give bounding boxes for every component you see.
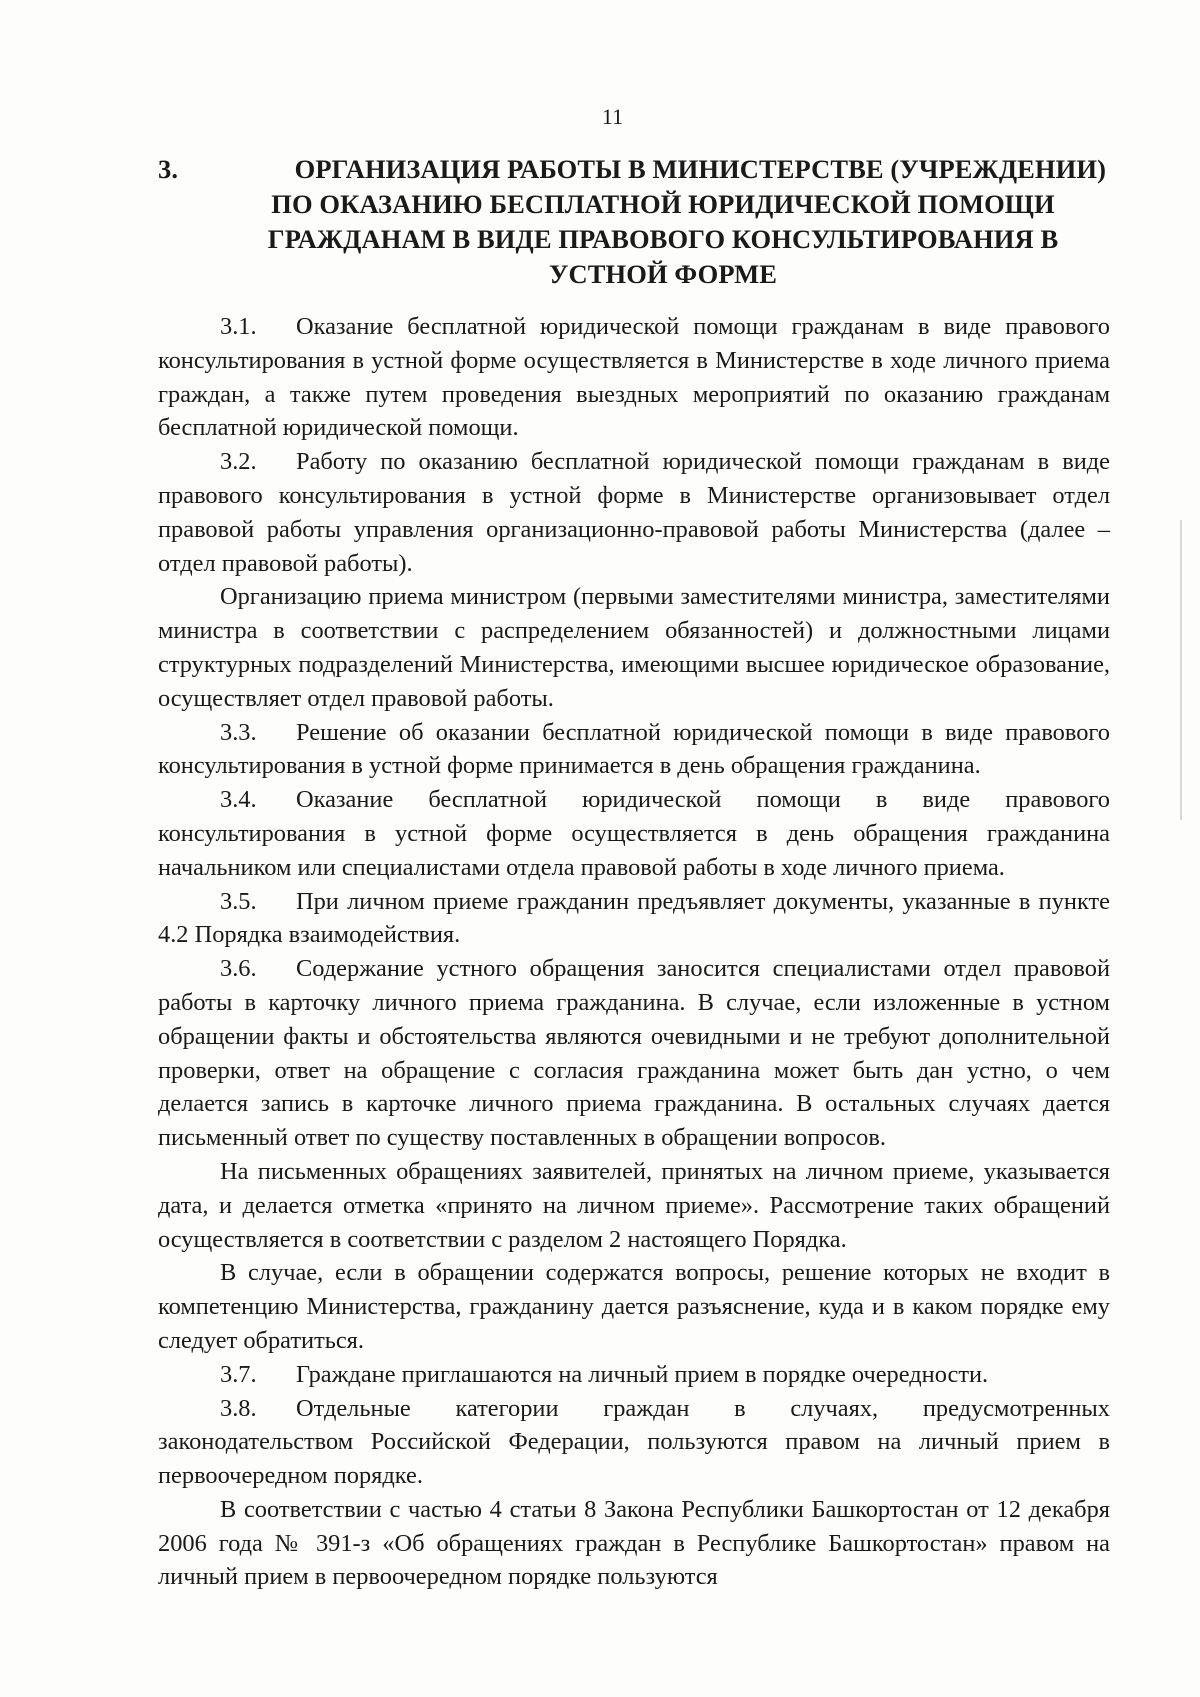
page-number: 11 bbox=[601, 104, 624, 129]
section-number: 3. bbox=[158, 154, 179, 184]
clause-number: 3.7. bbox=[220, 1360, 257, 1388]
paragraph-text: В случае, если в обращении содержатся вопросы, решение которых не входит в компетенцию Министерства, гражданину дается разъяснение, куда и в каком порядке ему следует обратиться. bbox=[158, 1259, 1110, 1354]
paragraph-text: В соответствии с частью 4 статьи 8 Закона Республики Башкортостан от 12 декабря 2006 года № 391-з «Об обращениях граждан в Республике Башкортостан» правом на личный прием в первоочередном порядке пользуются bbox=[158, 1495, 1110, 1591]
paragraph-3-5 bbox=[158, 885, 1110, 953]
paragraph-3-7 bbox=[158, 1358, 1110, 1392]
paragraph-3-3 bbox=[158, 716, 1110, 784]
paragraph-text: Содержание устного обращения заносится специалистами отдел правовой работы в карточку личного приема гражданина. В случае, если изложенные в устном обращении факты и обстоятельства являются очевидными и не требуют дополнительной проверки, ответ на обращение с согласия гражданина может быть дан устно, о чем делается запись в карточке личного приема гражданина. В остальных случаях дается письменный ответ по существу поставленных в обращении вопросов. bbox=[158, 955, 1110, 1152]
paragraph-written-appeals bbox=[158, 1155, 1110, 1256]
paragraph-text: Оказание бесплатной юридической помощи в виде правового консультирования в устной форме осуществляется в день обращения гражданина начальником или специалистами отдела правовой работы в ходе личного приема. bbox=[158, 786, 1110, 881]
paragraph-3-1 bbox=[158, 310, 1110, 445]
section-title bbox=[158, 152, 1108, 292]
paragraph-competence bbox=[158, 1256, 1110, 1357]
clause-number: 3.4. bbox=[220, 786, 257, 814]
paragraph-text: На письменных обращениях заявителей, принятых на личном приеме, указывается дата, и делается отметка «принято на личном приеме». Рассмотрение таких обращений осуществляется в соответствии с разделом 2 настоящего Порядка. bbox=[158, 1157, 1110, 1253]
paragraph-text: Оказание бесплатной юридической помощи гражданам в виде правового консультирования в устной форме осуществляется в Министерстве в ходе личного приема граждан, а также путем проведения выездных мероприятий по оказанию гражданам бесплатной юридической помощи. bbox=[158, 313, 1110, 442]
clause-number: 3.6. bbox=[220, 955, 257, 983]
paragraph-text: Граждане приглашаются на личный прием в порядке очередности. bbox=[296, 1360, 989, 1388]
paragraph-text: Решение об оказании бесплатной юридической помощи в виде правового консультирования в устной форме принимается в день обращения гражданина. bbox=[158, 718, 1110, 780]
paragraph-reception-organization bbox=[158, 580, 1110, 715]
clause-number: 3.1. bbox=[220, 313, 257, 340]
body-text bbox=[158, 310, 1110, 1594]
paragraph-text: Отдельные категории граждан в случаях, предусмотренных законодательством Российской Федерации, пользуются правом на личный прием в первоочередном порядке. bbox=[158, 1394, 1110, 1490]
paragraph-3-8 bbox=[158, 1392, 1110, 1493]
section-title-line: ОРГАНИЗАЦИЯ РАБОТЫ В МИНИСТЕРСТВЕ (УЧРЕЖДЕНИИ) bbox=[294, 154, 1106, 184]
clause-number: 3.3. bbox=[220, 718, 257, 746]
clause-number: 3.5. bbox=[220, 887, 257, 915]
paragraph-3-4 bbox=[158, 783, 1110, 884]
scan-edge-mark bbox=[1180, 520, 1182, 820]
paragraph-3-6 bbox=[158, 952, 1110, 1155]
paragraph-bashkortostan-law bbox=[158, 1493, 1110, 1594]
clause-number: 3.2. bbox=[220, 448, 257, 476]
paragraph-text: Работу по оказанию бесплатной юридической помощи гражданам в виде правового консультирования в устной форме в Министерстве организовывает отдел правовой работы управления организационно-правовой работы Министерства (далее – отдел правовой работы). bbox=[158, 448, 1110, 577]
paragraph-text: При личном приеме гражданин предъявляет документы, указанные в пункте 4.2 Порядка взаимодействия. bbox=[158, 887, 1110, 949]
section-title-line: ПО ОКАЗАНИЮ БЕСПЛАТНОЙ ЮРИДИЧЕСКОЙ ПОМОЩИ bbox=[271, 189, 1055, 219]
paragraph-3-2 bbox=[158, 445, 1110, 580]
clause-number: 3.8. bbox=[220, 1394, 257, 1422]
section-title-line: ГРАЖДАНАМ В ВИДЕ ПРАВОВОГО КОНСУЛЬТИРОВАНИЯ В bbox=[267, 224, 1059, 254]
section-title-line: УСТНОЙ ФОРМЕ bbox=[549, 259, 777, 289]
section-heading bbox=[158, 152, 1108, 292]
paragraph-text: Организацию приема министром (первыми заместителями министра, заместителями министра в соответствии с распределением обязанностей) и должностными лицами структурных подразделений Министерства, имеющими высшее юридическое образование, осуществляет отдел правовой работы. bbox=[158, 583, 1110, 712]
